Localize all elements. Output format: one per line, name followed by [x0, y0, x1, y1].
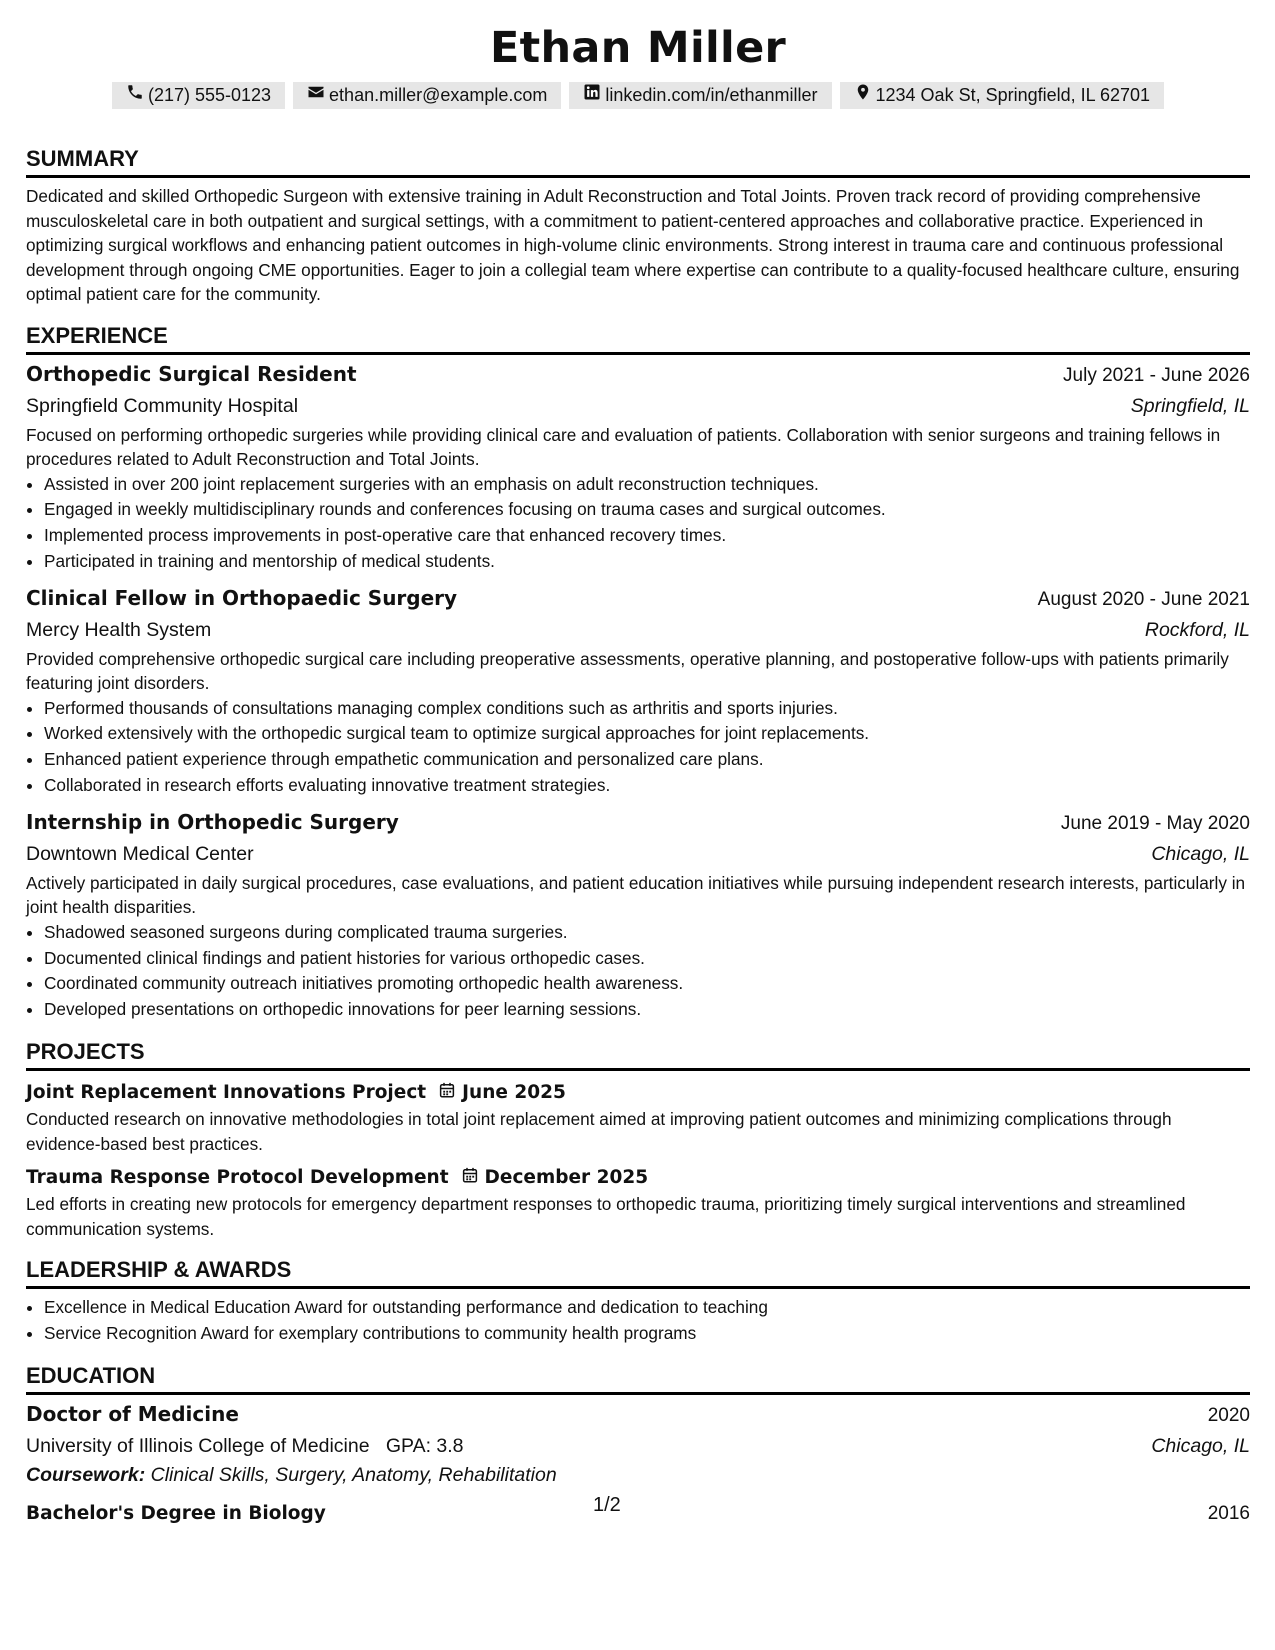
email-text[interactable]: ethan.miller@example.com — [329, 85, 548, 105]
job-description: Focused on performing orthopedic surgeries while providing clinical care and evaluation of patients. Collaboration with senior surgeons and training fellows in procedures related to Adult Reconstruction and Total Joints. — [26, 424, 1221, 469]
list-item: • Implemented process improvements in post-operative care that enhanced recovery times. — [44, 523, 1250, 549]
project-description: Conducted research on innovative methodologies in total joint replacement aimed at improving patient outcomes and minimizing complications through evidence-based best practices. — [26, 1109, 1172, 1154]
summary-section — [26, 146, 1250, 307]
project-date — [438, 1081, 566, 1104]
coursework-label: Coursework: — [26, 1463, 146, 1486]
candidate-name: Ethan Miller — [489, 23, 787, 73]
linkedin-icon — [583, 82, 601, 109]
project-entry — [26, 1164, 1250, 1241]
project-title: Joint Replacement Innovations Project — [26, 1082, 427, 1104]
gpa: GPA: 3.8 — [385, 1434, 464, 1457]
section-title-experience: EXPERIENCE — [26, 323, 1250, 355]
education-entry — [26, 1499, 1250, 1529]
calendar-icon — [438, 1081, 456, 1104]
linkedin-text[interactable]: linkedin.com/in/ethanmiller — [605, 85, 818, 105]
school-name: University of Illinois College of Medicine — [26, 1434, 370, 1457]
job-entry — [26, 807, 1250, 1023]
list-item: • Enhanced patient experience through empathetic communication and personalized care plans. — [44, 747, 1250, 773]
job-dates: July 2021 - June 2026 — [1063, 364, 1250, 386]
list-item: • Excellence in Medical Education Award for outstanding performance and dedication to teaching — [44, 1295, 1250, 1321]
job-bullets — [26, 696, 1250, 799]
page-number: 1/2 — [593, 1494, 621, 1516]
phone-icon — [126, 82, 144, 109]
job-title: Internship in Orthopedic Surgery — [26, 809, 399, 834]
section-title-projects: PROJECTS — [26, 1039, 1250, 1071]
job-bullets — [26, 472, 1250, 575]
list-item: • Shadowed seasoned surgeons during complicated trauma surgeries. — [44, 920, 1250, 946]
list-item: • Developed presentations on orthopedic innovations for peer learning sessions. — [44, 997, 1250, 1023]
list-item: • Worked extensively with the orthopedic surgical team to optimize surgical approaches for joint replacements. — [44, 721, 1250, 747]
map-pin-icon — [854, 82, 872, 109]
job-organization: Downtown Medical Center — [26, 842, 254, 865]
job-organization: Mercy Health System — [26, 618, 212, 641]
list-item: • Documented clinical findings and patient histories for various orthopedic cases. — [44, 946, 1250, 972]
envelope-icon — [307, 82, 325, 109]
project-description: Led efforts in creating new protocols for emergency department responses to orthopedic trauma, prioritizing timely surgical interventions and streamlined communication systems. — [26, 1194, 1186, 1239]
degree-title: Doctor of Medicine — [26, 1401, 239, 1426]
job-location: Chicago, IL — [1151, 842, 1250, 865]
coursework-list: Clinical Skills, Surgery, Anatomy, Rehabilitation — [150, 1463, 557, 1486]
leadership-section — [26, 1257, 1250, 1347]
education-entry — [26, 1399, 1250, 1489]
contact-bar — [26, 82, 1250, 109]
job-description: Provided comprehensive orthopedic surgical care including preoperative assessments, operative planning, and postoperative follow-ups with patients primarily featuring joint disorders. — [26, 648, 1229, 694]
linkedin-chip[interactable] — [569, 82, 831, 109]
job-location: Rockford, IL — [1144, 618, 1250, 641]
education-section — [26, 1363, 1250, 1529]
degree-title: Bachelor's Degree in Biology — [26, 1502, 326, 1524]
list-item: • Engaged in weekly multidisciplinary rounds and conferences focusing on trauma cases and surgical outcomes. — [44, 497, 1250, 523]
section-title-leadership: LEADERSHIP & AWARDS — [26, 1257, 1250, 1289]
section-title-education: EDUCATION — [26, 1363, 1250, 1395]
address-text: 1234 Oak St, Springfield, IL 62701 — [875, 85, 1151, 105]
list-item: • Service Recognition Award for exemplary contributions to community health programs — [44, 1321, 1250, 1347]
calendar-icon — [461, 1166, 479, 1189]
section-title-summary: SUMMARY — [26, 146, 1250, 178]
job-title: Orthopedic Surgical Resident — [26, 361, 357, 386]
job-dates: June 2019 - May 2020 — [1060, 812, 1250, 834]
job-entry — [26, 583, 1250, 799]
school-line — [26, 1431, 464, 1461]
phone-text: (217) 555-0123 — [147, 85, 272, 105]
job-bullets — [26, 920, 1250, 1023]
project-date-text: June 2025 — [462, 1082, 566, 1104]
job-entry — [26, 359, 1250, 575]
school-location: Chicago, IL — [1151, 1434, 1250, 1457]
job-organization: Springfield Community Hospital — [26, 394, 299, 417]
job-location: Springfield, IL — [1130, 394, 1250, 417]
project-date — [461, 1166, 649, 1189]
summary-text: Dedicated and skilled Orthopedic Surgeon with extensive training in Adult Reconstruction and Total Joints. Proven track record of providing comprehensive musculoskeletal care in both outpatient and surgical settings, with a commitment to patient-centered approaches and collaborative practice. Experienced in optimizing surgical workflows and enhancing patient outcomes in high-volume clinic environments. Strong interest in trauma care and continuous professional development through ongoing CME opportunities. Eager to join a collegial team where expertise can contribute to a quality-focused healthcare culture, ensuring optimal patient care for the community. — [26, 186, 1240, 304]
experience-section — [26, 323, 1250, 1024]
project-title: Trauma Response Protocol Development — [26, 1167, 449, 1189]
award-list — [26, 1295, 1250, 1347]
email-chip[interactable] — [293, 82, 561, 109]
job-description: Actively participated in daily surgical procedures, case evaluations, and patient education initiatives while pursuing independent research interests, particularly in joint health disparities. — [26, 872, 1246, 918]
list-item: • Participated in training and mentorship of medical students. — [44, 549, 1250, 575]
resume-page — [26, 0, 1250, 1529]
address-chip — [840, 82, 1165, 109]
project-entry — [26, 1079, 1250, 1156]
project-date-text: December 2025 — [484, 1167, 649, 1189]
degree-year: 2020 — [1207, 1404, 1250, 1426]
projects-section — [26, 1039, 1250, 1241]
list-item: • Assisted in over 200 joint replacement surgeries with an emphasis on adult reconstruction techniques. — [44, 472, 1250, 498]
coursework-line — [26, 1461, 1250, 1489]
list-item: • Performed thousands of consultations managing complex conditions such as arthritis and sports injuries. — [44, 696, 1250, 722]
list-item: • Coordinated community outreach initiatives promoting orthopedic health awareness. — [44, 971, 1250, 997]
degree-year: 2016 — [1207, 1502, 1250, 1524]
phone-chip — [112, 82, 285, 109]
list-item: • Collaborated in research efforts evaluating innovative treatment strategies. — [44, 773, 1250, 799]
job-dates: August 2020 - June 2021 — [1037, 588, 1250, 610]
job-title: Clinical Fellow in Orthopaedic Surgery — [26, 585, 458, 610]
